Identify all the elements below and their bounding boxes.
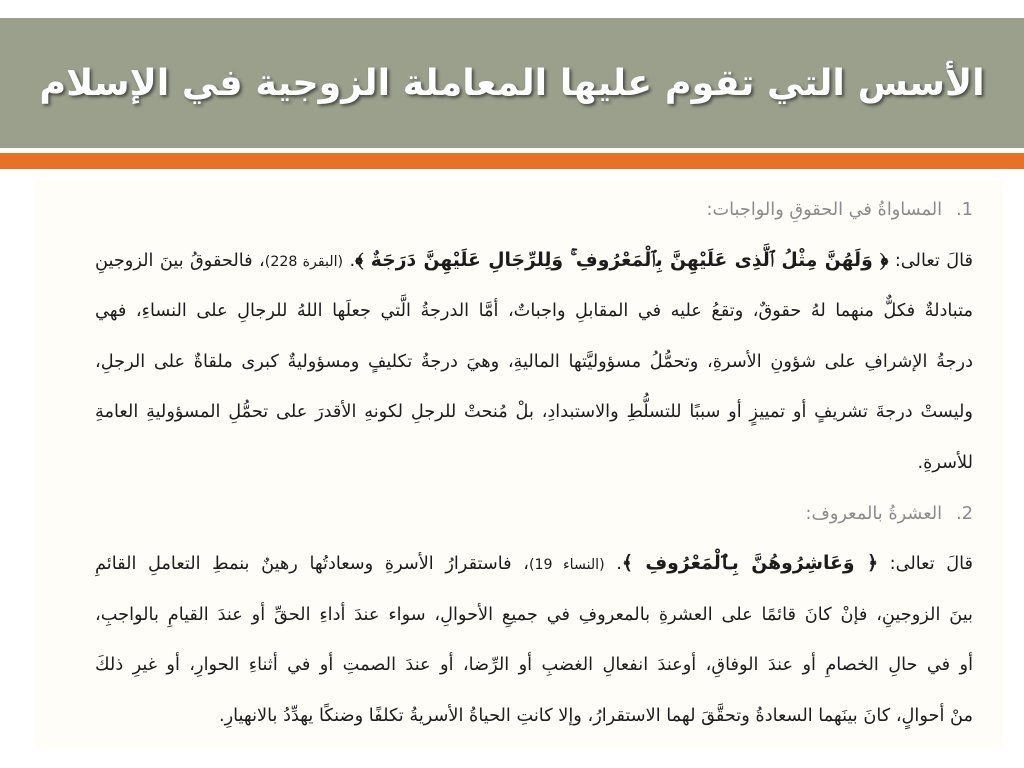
verse-continuation: ، فاستقرارُ الأسرةِ وسعادتُها رهينٌ بنمطِ التعاملِ القائمِ: [95, 554, 529, 575]
verse-line: [95, 236, 973, 287]
verse-intro: قالَ تعالى:: [894, 250, 973, 271]
section-heading: [95, 185, 973, 236]
quran-verse: ﴿ وَعَاشِرُوهُنَّ بِٱلْمَعْرُوفِ ﴾: [621, 553, 879, 575]
verse-reference: (النساء 19): [528, 557, 605, 574]
paragraph-line: درجةُ الإشرافِ على شؤونِ الأسرةِ، وتحمُّلُ مسؤوليَّتها الماليةِ، وهيَ درجةُ تكليفٍ ومسؤوليةٌ كبرى ملقاةٌ على الرجلِ،: [95, 351, 973, 372]
section-heading-text: العشرةُ بالمعروف:: [805, 503, 943, 524]
verse-line: [95, 539, 973, 590]
verse-stop: .: [616, 554, 622, 575]
verse-stop: .: [349, 250, 356, 271]
section-heading: [95, 489, 973, 540]
paragraph-last-line: للأسرةِ.: [917, 452, 973, 473]
paragraph-line: وليستْ درجةَ تشريفٍ أو تمييزٍ أو سببًا للتسلُّطِ والاستبدادِ، بلْ مُنحتْ للرجلِ لكونهِ الأقدرَ على تحمُّلِ المسؤوليةِ العامةِ: [95, 402, 973, 423]
accent-stripe: [0, 153, 1024, 169]
title-bar: [0, 18, 1024, 148]
paragraph-line: أو في حالِ الخصامِ أو عندَ الوفاقِ، أوعندَ انفعالِ الغضبِ أو الرِّضا، أو عندَ الصمتِ أو في أثناءِ الحوارِ، أو غيرِ ذلكَ: [95, 655, 973, 676]
paragraph-line: متبادلةٌ فكلٌّ منهما لهُ حقوقٌ، وتقعُ عليه في المقابلِ واجباتٌ، أمَّا الدرجةُ الَّتي جعلَها اللهُ للرجالِ على النساءِ، فهي: [95, 301, 973, 322]
verse-continuation: ، فالحقوقُ بينَ الزوجينِ: [95, 250, 265, 271]
verse-reference: (البقرة 228): [264, 253, 344, 270]
content-text: [95, 185, 973, 742]
section-number: 2.: [956, 503, 973, 524]
paragraph-line: بينَ الزوجينِ، فإنْ كانَ قائمًا على العشرةِ بالمعروفِ في جميعِ الأحوالِ، سواء عندَ أداءِ الحقِّ أو عندَ القيامِ بالواجبِ،: [95, 604, 973, 625]
section-number: 1.: [956, 200, 973, 220]
verse-intro: قالَ تعالى:: [889, 554, 973, 575]
slide-title: الأسس التي تقوم عليها المعاملة الزوجية في الإسلام: [39, 61, 985, 104]
section-heading-text: المساواةُ في الحقوقِ والواجبات:: [706, 200, 943, 220]
paragraph-last-line: منْ أحوالٍ، كانَ بينَهما السعادةُ وتحقَّقَ لهما الاستقرارُ، وإلا كانتِ الحياةُ الأسريةُ تكلفًا وضنكًا يهدِّدُ بالانهيارِ.: [218, 705, 973, 726]
quran-verse: ﴿ وَلَهُنَّ مِثْلُ ٱلَّذِى عَلَيْهِنَّ بِٱلْمَعْرُوفِ ۚ وَلِلرِّجَالِ عَلَيْهِنَّ دَرَجَةٌ ﴾: [355, 249, 889, 271]
